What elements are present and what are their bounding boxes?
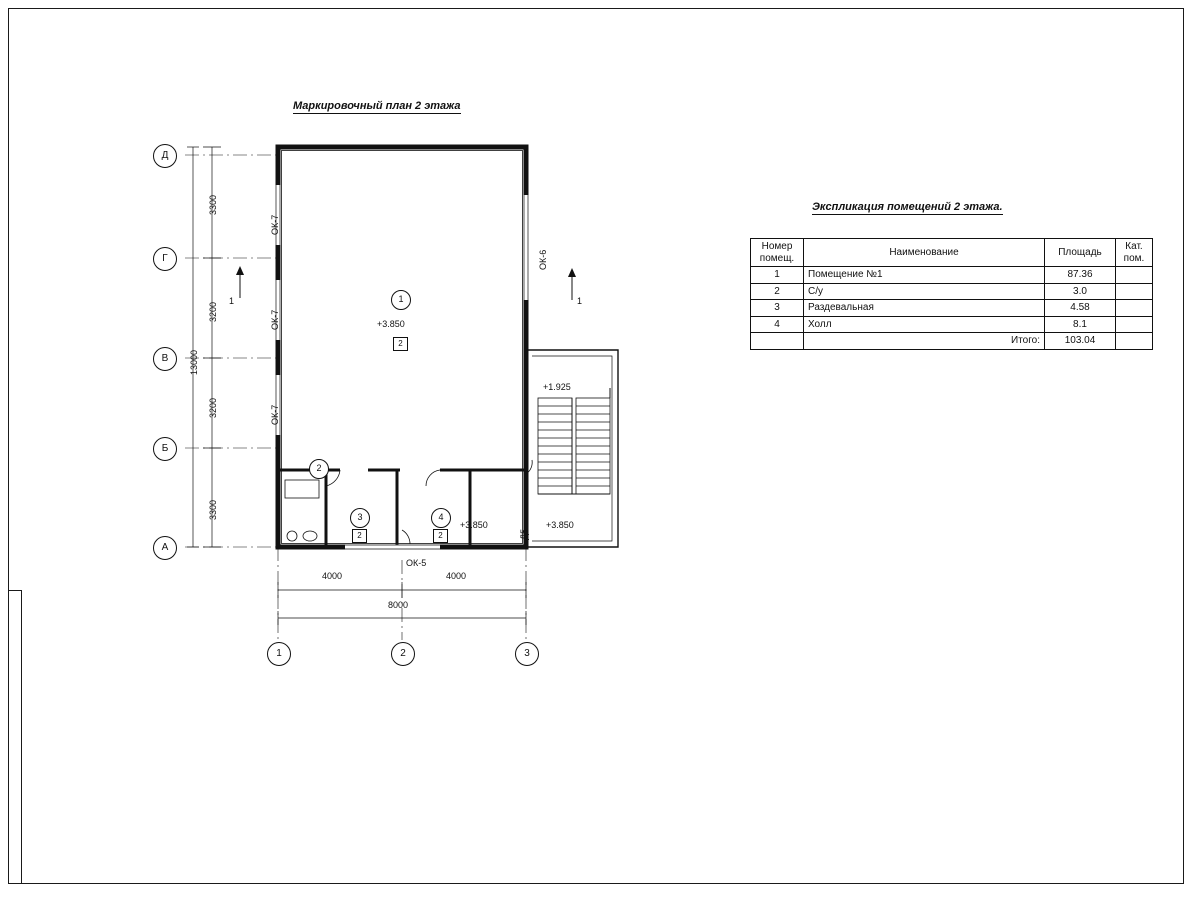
- table-title: Экспликация помещений 2 этажа.: [812, 201, 1003, 213]
- dimension-label-vertical: 3300: [208, 194, 218, 215]
- header-room-number-line1: Номер: [761, 241, 793, 252]
- cell-room-number: 3: [751, 300, 804, 317]
- door-label-d5: Д5: [519, 528, 529, 540]
- axis-bubble-vertical[interactable]: А: [153, 536, 177, 560]
- cell-total-label: Итого:: [804, 333, 1045, 350]
- dimension-label-horizontal-total: 8000: [388, 600, 409, 610]
- dimension-label-vertical-total: 13000: [189, 349, 199, 375]
- room-tag-3[interactable]: 3: [350, 508, 370, 528]
- header-room-category-line2: пом.: [1123, 252, 1145, 264]
- header-room-category-line1: Кат.: [1125, 241, 1143, 252]
- header-room-category: [1116, 239, 1153, 267]
- sanitary-fixtures: [285, 480, 319, 541]
- elevation-label-hall: +3.850: [460, 520, 488, 530]
- room-tag-1[interactable]: 1: [391, 290, 411, 310]
- header-room-area: Площадь: [1045, 239, 1116, 267]
- cell-room-number: 1: [751, 267, 804, 284]
- window-label-ok7-top: ОК-7: [270, 214, 280, 235]
- room-schedule-table: [750, 238, 1153, 350]
- staircase: [538, 388, 610, 494]
- table-header-row: [751, 239, 1153, 267]
- header-room-number-line2: помещ.: [759, 252, 795, 264]
- dimension-label-vertical: 3300: [208, 499, 218, 520]
- cell-total-empty: [751, 333, 804, 350]
- elevation-label-main: +3.850: [377, 319, 405, 329]
- floor-plan-drawing: [140, 130, 660, 690]
- window-label-ok5: ОК-5: [406, 558, 427, 568]
- header-room-number: [751, 239, 804, 267]
- axis-bubble-vertical[interactable]: Д: [153, 144, 177, 168]
- cell-room-category: [1116, 300, 1153, 317]
- window-lines: [276, 185, 528, 549]
- window-label-ok7-low: ОК-7: [270, 404, 280, 425]
- room-tag-2[interactable]: 2: [309, 459, 329, 479]
- axis-bubble-vertical[interactable]: Г: [153, 247, 177, 271]
- axis-bubble-vertical[interactable]: В: [153, 347, 177, 371]
- dimension-label-horizontal: 4000: [446, 571, 467, 581]
- axis-bubble-horizontal[interactable]: 2: [391, 642, 415, 666]
- cell-room-name: Раздевальная: [804, 300, 1045, 317]
- cell-room-area: 87.36: [1045, 267, 1116, 284]
- cell-room-name: С/у: [804, 283, 1045, 300]
- elevation-label-annex: +3.850: [546, 520, 574, 530]
- cell-room-name: Холл: [804, 316, 1045, 333]
- finish-tag-4[interactable]: 2: [433, 529, 448, 543]
- cell-room-number: 4: [751, 316, 804, 333]
- finish-tag-3[interactable]: 2: [352, 529, 367, 543]
- table-total-row: [751, 333, 1153, 350]
- cell-room-category: [1116, 316, 1153, 333]
- cell-room-area: 3.0: [1045, 283, 1116, 300]
- section-mark-label-left: 1: [229, 296, 235, 306]
- cell-total-category: [1116, 333, 1153, 350]
- cell-total-area: 103.04: [1045, 333, 1116, 350]
- axis-grid-lines: [185, 155, 526, 640]
- cell-room-name: Помещение №1: [804, 267, 1045, 284]
- interior-partitions: [278, 470, 526, 547]
- table-row: [751, 316, 1153, 333]
- window-label-ok6: ОК-6: [538, 249, 548, 270]
- window-label-ok7-mid: ОК-7: [270, 309, 280, 330]
- section-mark-label-right: 1: [577, 296, 583, 306]
- axis-bubble-horizontal[interactable]: 1: [267, 642, 291, 666]
- dimension-label-horizontal: 4000: [322, 571, 343, 581]
- header-room-name: Наименование: [804, 239, 1045, 267]
- table-row: [751, 267, 1153, 284]
- room-tag-4[interactable]: 4: [431, 508, 451, 528]
- table-row: [751, 300, 1153, 317]
- cell-room-category: [1116, 283, 1153, 300]
- cell-room-number: 2: [751, 283, 804, 300]
- cell-room-area: 8.1: [1045, 316, 1116, 333]
- cell-room-category: [1116, 267, 1153, 284]
- finish-tag-1[interactable]: 2: [393, 337, 408, 351]
- sheet-left-stamp-frame: [8, 590, 22, 884]
- cell-room-area: 4.58: [1045, 300, 1116, 317]
- elevation-label-landing: +1.925: [543, 382, 571, 392]
- window-openings: [278, 185, 526, 547]
- dimension-label-vertical: 3200: [208, 397, 218, 418]
- axis-bubble-horizontal[interactable]: 3: [515, 642, 539, 666]
- dimension-label-vertical: 3200: [208, 301, 218, 322]
- axis-bubble-vertical[interactable]: Б: [153, 437, 177, 461]
- plan-title: Маркировочный план 2 этажа: [293, 100, 461, 112]
- table-row: [751, 283, 1153, 300]
